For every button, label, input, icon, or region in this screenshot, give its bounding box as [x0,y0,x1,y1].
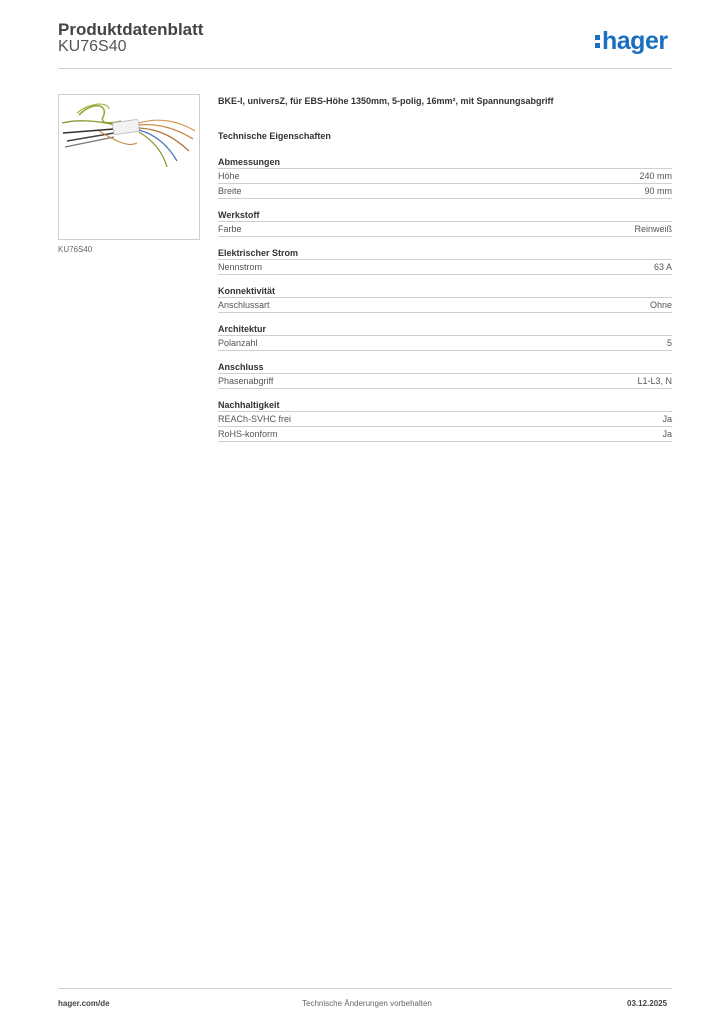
logo-dots-icon [595,32,601,49]
group-title: Konnektivität [218,285,672,298]
property-group [218,323,672,351]
property-value: 90 mm [644,186,672,196]
footer-notice: Technische Änderungen vorbehalten [302,999,432,1008]
group-title: Nachhaltigkeit [218,399,672,412]
group-title: Werkstoff [218,209,672,222]
property-value: 240 mm [639,171,672,181]
property-row [218,374,672,389]
property-row [218,336,672,351]
property-value: Reinweiß [634,224,672,234]
group-title: Elektrischer Strom [218,247,672,260]
property-label: Polanzahl [218,338,258,348]
property-value: Ohne [649,300,672,310]
property-label: Höhe [218,171,240,181]
property-row [218,427,672,442]
group-title: Abmessungen [218,156,672,169]
section-heading: Technische Eigenschaften [218,131,331,141]
group-title: Anschluss [218,361,672,374]
footer-divider [58,988,672,989]
property-group [218,209,672,237]
property-group [218,399,672,442]
property-row [218,222,672,237]
image-caption: KU76S40 [58,245,93,254]
logo-text: hager [602,27,668,55]
property-label: Breite [218,186,242,196]
group-title: Architektur [218,323,672,336]
property-label: REACh-SVHC frei [218,414,292,424]
hager-logo [595,27,668,56]
product-code: KU76S40 [58,38,127,55]
property-value: Ja [662,414,672,424]
properties-table [218,156,672,442]
property-row [218,260,672,275]
property-group [218,361,672,389]
property-label: Farbe [218,224,242,234]
property-label: Anschlussart [218,300,270,310]
footer-website-link[interactable]: hager.com/de [58,999,110,1008]
property-group [218,285,672,313]
footer-date: 03.12.2025 [627,999,668,1008]
page-title: Produktdatenblatt [58,20,204,39]
property-label: Nennstrom [218,262,263,272]
property-row [218,184,672,199]
property-row [218,298,672,313]
property-value: 5 [666,338,672,348]
property-row [218,169,672,184]
property-row [218,412,672,427]
property-value: L1-L3, N [637,376,672,386]
product-description: BKE-I, universZ, für EBS-Höhe 1350mm, 5-polig, 16mm², mit Spannungsabgriff [218,96,554,106]
property-label: Phasenabgriff [218,376,274,386]
product-image [58,94,200,240]
property-value: 63 A [653,262,672,272]
wiring-harness-illustration [59,95,199,239]
header-divider [58,68,672,69]
property-value: Ja [662,429,672,439]
property-group [218,247,672,275]
property-label: RoHS-konform [218,429,278,439]
property-group [218,156,672,199]
